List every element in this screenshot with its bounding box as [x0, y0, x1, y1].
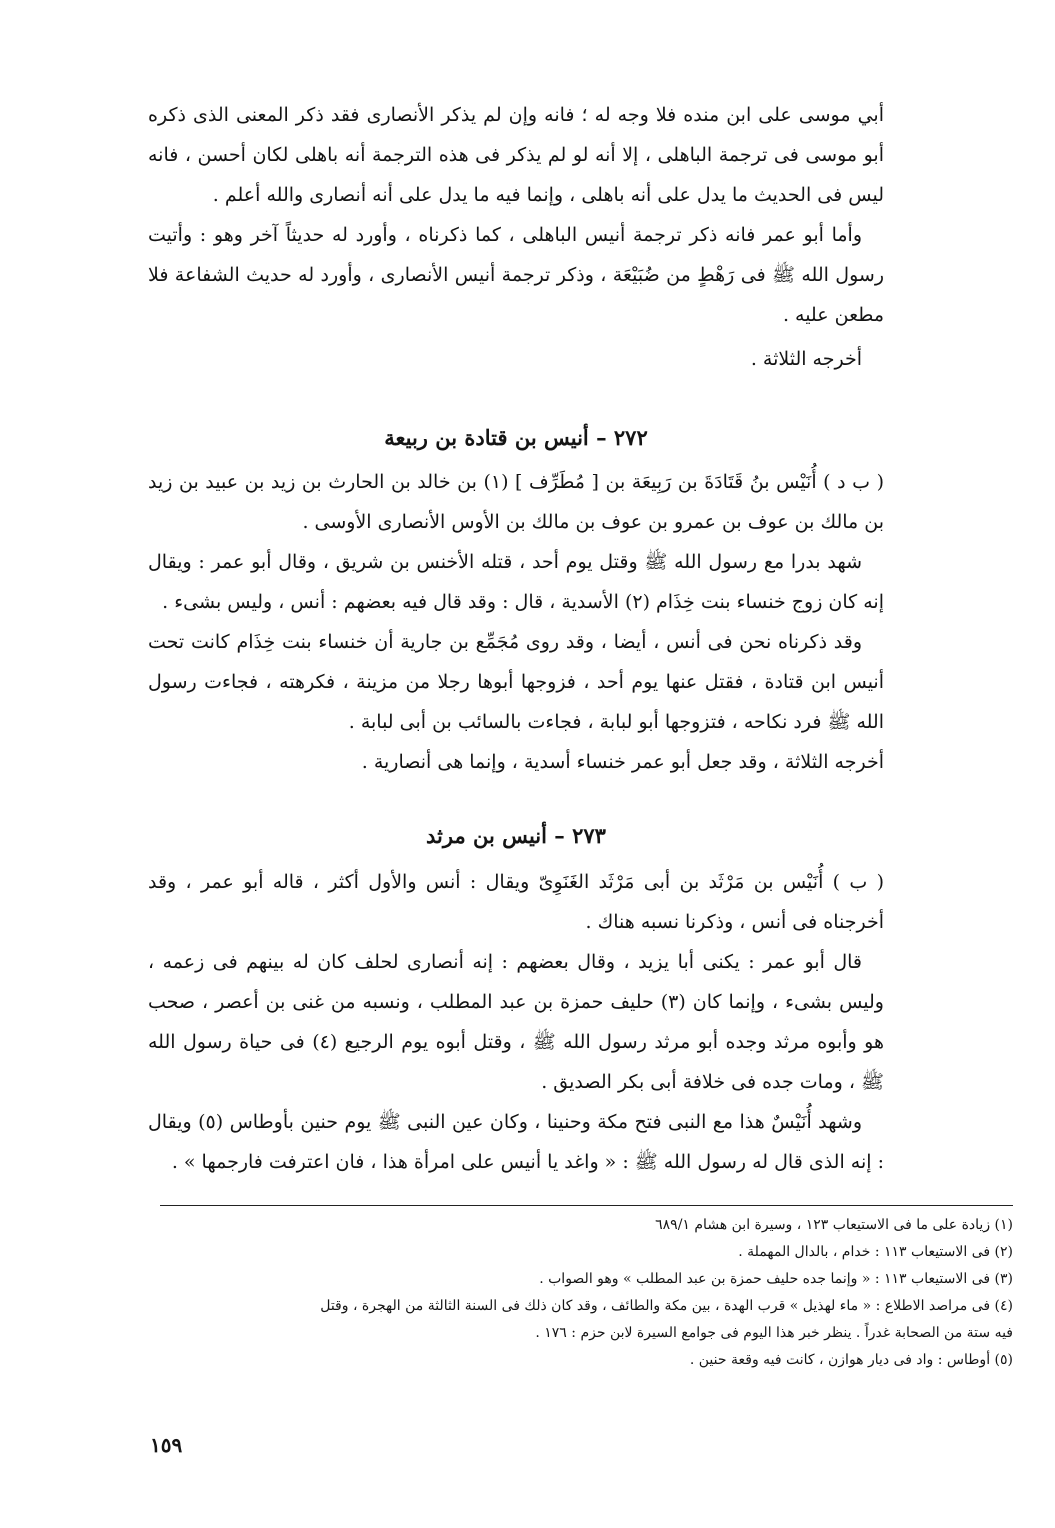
- paragraph-top-3: أخرجه الثلاثة .: [750, 348, 862, 370]
- footnotes: [160, 1212, 1013, 1374]
- paragraph-272-4: أخرجه الثلاثة ، وقد جعل أبو عمر خنساء أسدية ، وإنما هى أنصارية .: [361, 751, 884, 773]
- paragraph-273-3: وشهد أُنَيْسٌ هذا مع النبى فتح مكة وحنينا ، وكان عين النبى ﷺ يوم حنين بأوطاس (٥) ويقال : إنه الذى قال له رسول الله ﷺ : « واغد يا أنيس على امرأة هذا ، فان اعترفت فارجمها » .: [148, 1111, 884, 1173]
- footnote-divider: [160, 1205, 1013, 1206]
- entry-heading-272: ٢٧٢ – أنيس بن قتادة بن ربيعة: [384, 425, 648, 450]
- paragraph-272-3: وقد ذكرناه نحن فى أنس ، أيضا ، وقد روى مُجَمِّع بن جارية أن خنساء بنت خِذَام كانت تحت أنيس ابن قتادة ، فقتل عنها يوم أحد ، فزوجها أبوها رجلا من مزينة ، فكرهته ، فجاءت رسول الله ﷺ فرد نكاحه ، فتزوجها أبو لبابة ، فجاءت بالسائب بن أبى لبابة .: [148, 631, 884, 733]
- paragraph-272-1: ( ب د ) أُنَيْس بنُ قَتَادَةَ بن رَبِيعَة بن [ مُطَرِّف ] (١) بن خالد بن الحارث بن زيد بن عبيد بن زيد بن مالك بن عوف بن عمرو بن عوف بن مالك بن الأوس الأنصارى الأوسى .: [148, 471, 884, 533]
- footnote-5: (٥) أوطاس : واد فى ديار هوازن ، كانت فيه وقعة حنين .: [689, 1352, 1013, 1368]
- footnote-4-continued: فيه ستة من الصحابة غدراً . ينظر خبر هذا اليوم فى جوامع السيرة لابن حزم : ١٧٦ .: [535, 1325, 1013, 1341]
- page-number: ١٥٩: [150, 1433, 183, 1457]
- footnote-1: (١) زيادة على ما فى الاستيعاب ١٢٣ ، وسيرة ابن هشام ٦٨٩/١: [655, 1217, 1013, 1233]
- paragraph-272-2: شهد بدرا مع رسول الله ﷺ وقتل يوم أحد ، قتله الأخنس بن شريق ، وقال أبو عمر : ويقال إنه كان زوج خنساء بنت خِذَام (٢) الأسدية ، قال : وقد قال فيه بعضهم : أنس ، وليس بشىء .: [148, 551, 884, 613]
- paragraph-top-1: أبي موسى على ابن منده فلا وجه له ؛ فانه وإن لم يذكر الأنصارى فقد ذكر المعنى الذى ذكره أبو موسى فى ترجمة الباهلى ، إلا أنه لو لم يذكر فى هذه الترجمة أنه باهلى لكان أحسن ، فانه ليس فى الحديث ما يدل على أنه باهلى ، وإنما فيه ما يدل على أنه أنصارى والله أعلم .: [148, 104, 884, 206]
- footnote-4: (٤) فى مراصد الاطلاع : « ماء لهذيل » قرب الهدة ، بين مكة والطائف ، وقد كان ذلك فى السنة الثالثة من الهجرة ، وقتل: [320, 1298, 1013, 1314]
- entry-heading-273: ٢٧٣ – أنيس بن مرثد: [426, 823, 606, 848]
- entry-273-body: [148, 862, 884, 1182]
- entry-272-body: [148, 462, 884, 782]
- footnote-3: (٣) فى الاستيعاب ١١٣ : « وإنما جده حليف حمزة بن عبد المطلب » وهو الصواب .: [539, 1271, 1013, 1287]
- paragraph-273-2: قال أبو عمر : يكنى أبا يزيد ، وقال بعضهم : إنه أنصارى لحلف كان له بينهم فى زعمه ، وليس بشىء ، وإنما كان (٣) حليف حمزة بن عبد المطلب ، ونسبه من غنى بن أعصر ، صحب هو وأبوه مرثد وجده أبو مرثد رسول الله ﷺ ، وقتل أبوه يوم الرجيع (٤) فى حياة رسول الله ﷺ ، ومات جده فى خلافة أبى بكر الصديق .: [148, 951, 884, 1093]
- paragraph-top-2: وأما أبو عمر فانه ذكر ترجمة أنيس الباهلى ، كما ذكرناه ، وأورد له حديثاً آخر وهو : وأتيت رسول الله ﷺ فى رَهْطٍ من ضُبَيْعَة ، وذكر ترجمة أنيس الأنصارى ، وأورد له حديث الشفاعة فلا مطعن عليه .: [148, 224, 884, 326]
- continuation-section: [148, 95, 884, 379]
- paragraph-273-1: ( ب ) أُنَيْس بن مَرْثَد بن أبى مَرْثَد الغَنَوِىّ ويقال : أنس والأول أكثر ، قاله أبو عمر ، وقد أخرجناه فى أنس ، وذكرنا نسبه هناك .: [148, 871, 884, 933]
- footnote-2: (٢) فى الاستيعاب ١١٣ : خدام ، بالدال المهملة .: [738, 1244, 1013, 1260]
